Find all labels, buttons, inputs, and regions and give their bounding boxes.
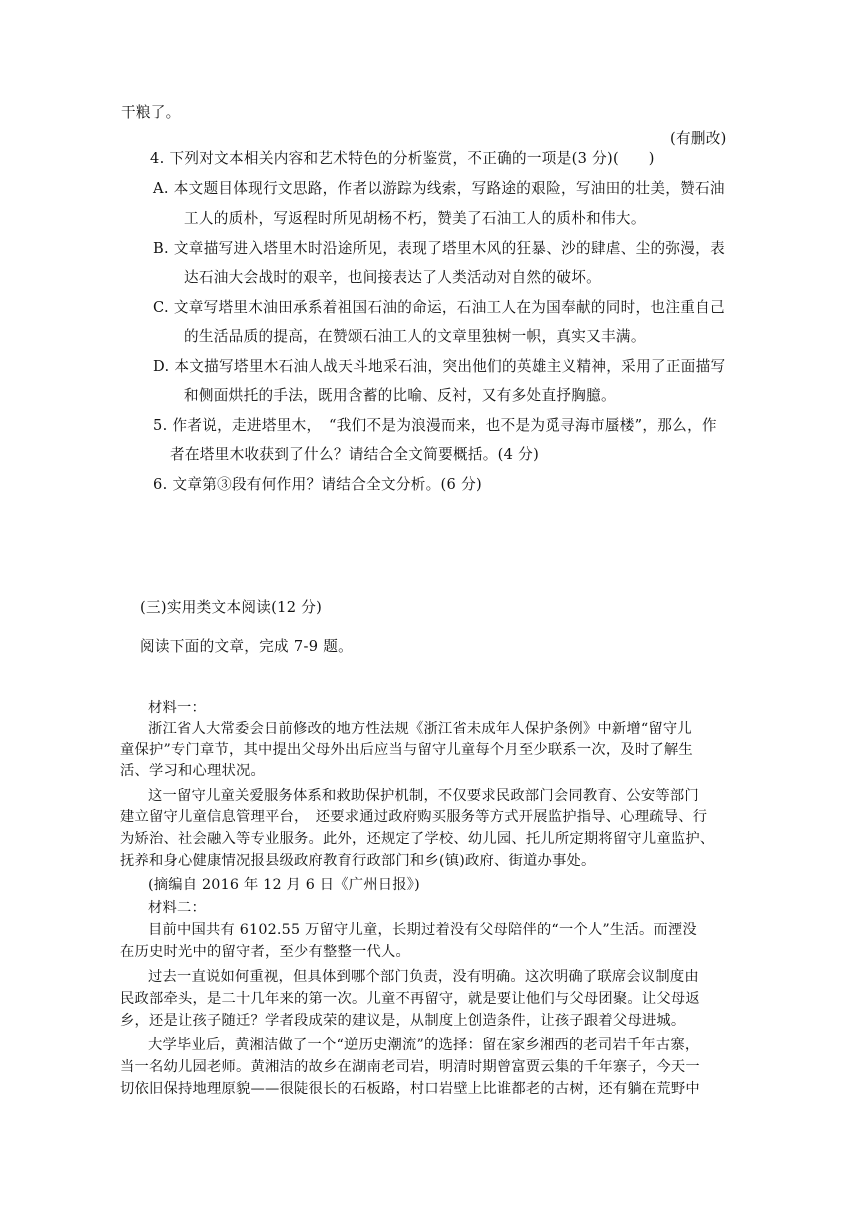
option-d-line-2: 和侧面烘托的手法，既用含蓄的比喻、反衬，又有多处直抒胸臆。 xyxy=(184,387,616,404)
material-2-p2-line-2: 民政部牵头，是二十几年来的第一次。儿童不再留守，就是要让他们与父母团聚。让父母返 xyxy=(120,991,700,1007)
material-2-p3-line-2: 当一名幼儿园老师。黄湘洁的故乡在湖南老司岩，明清时期曾富贾云集的千年寨子，今天一 xyxy=(120,1059,700,1075)
question-5-line-1: 5. 作者说，走进塔里木， “我们不是为浪漫而来，也不是为觅寻海市蜃楼”，那么，作 xyxy=(153,417,717,434)
material-2-p2-line-3: 乡，还是让孩子随迁？学者段成荣的建议是，从制度上创造条件，让孩子跟着父母进城。 xyxy=(120,1013,686,1029)
material-2-p2-line-1: 过去一直说如何重视，但具体到哪个部门负责，没有明确。这次明确了联席会议制度由 xyxy=(148,969,699,985)
material-1-title: 材料一： xyxy=(148,700,206,716)
source-note: (有删改) xyxy=(670,130,727,147)
option-a-line-2: 工人的质朴，写返程时所见胡杨不朽，赞美了石油工人的质朴和伟大。 xyxy=(184,210,646,227)
option-c-line-2: 的生活品质的提高，在赞颂石油工人的文章里独树一帜，真实又丰满。 xyxy=(184,328,646,345)
option-b-line-2: 达石油大会战时的艰辛，也间接表达了人类活动对自然的破坏。 xyxy=(184,269,602,286)
material-1-p1-line-2: 童保护”专门章节，其中提出父母外出后应当与留守儿童每个月至少联系一次，及时了解生 xyxy=(120,742,693,758)
section-instruction: 阅读下面的文章，完成 7-9 题。 xyxy=(140,638,354,655)
material-1-p2-line-4: 抚养和身心健康情况报县级政府教育行政部门和乡(镇)政府、街道办事处。 xyxy=(120,853,596,869)
question-4-stem: 4. 下列对文本相关内容和艺术特色的分析鉴赏，不正确的一项是(3 分)( ) xyxy=(150,150,655,167)
carry-over-text: 干粮了。 xyxy=(121,104,181,121)
material-2-p1-line-1: 目前中国共有 6102.55 万留守儿童，长期过着没有父母陪伴的“一个人”生活。而湮没 xyxy=(148,922,697,938)
question-6: 6. 文章第③段有何作用？请结合全文分析。(6 分) xyxy=(153,476,482,493)
material-1-p2-line-1: 这一留守儿童关爱服务体系和救助保护机制，不仅要求民政部门会同教育、公安等部门 xyxy=(148,788,699,804)
material-1-p1-line-3: 活、学习和心理状况。 xyxy=(120,763,265,779)
option-c-line-1: C. 文章写塔里木油田承系着祖国石油的命运，石油工人在为国奉献的同时，也注重自己 xyxy=(153,299,725,316)
option-d-line-1: D. 本文描写塔里木石油人战天斗地采石油，突出他们的英雄主义精神，采用了正面描写 xyxy=(153,358,726,375)
section-heading: (三)实用类文本阅读(12 分) xyxy=(140,599,323,616)
material-1-p2-line-2: 建立留守儿童信息管理平台， 还要求通过政府购买服务等方式开展监护指导、心理疏导、行 xyxy=(120,809,708,825)
material-2-p1-line-2: 在历史时光中的留守者，至少有整整一代人。 xyxy=(120,944,410,960)
material-1-source: (摘编自 2016 年 12 月 6 日《广州日报》) xyxy=(148,877,420,893)
material-1-p1-line-1: 浙江省人大常委会日前修改的地方性法规《浙江省未成年人保护条例》中新增“留守儿 xyxy=(148,721,692,737)
option-b-line-1: B. 文章描写进入塔里木时沿途所见，表现了塔里木风的狂暴、沙的肆虐、尘的弥漫，表 xyxy=(153,240,725,257)
material-2-p3-line-1: 大学毕业后，黄湘洁做了一个“逆历史潮流”的选择：留在家乡湘西的老司岩千年古寨， xyxy=(148,1037,700,1053)
material-1-p2-line-3: 为矫治、社会融入等专业服务。此外，还规定了学校、幼儿园、托儿所定期将留守儿童监护、 xyxy=(120,831,715,847)
material-2-p3-line-3: 切依旧保持地理原貌——很陡很长的石板路，村口岩壁上比谁都老的古树，还有躺在荒野中 xyxy=(120,1081,700,1097)
material-2-title: 材料二： xyxy=(148,900,206,916)
question-5-line-2: 者在塔里木收获到了什么？请结合全文简要概括。(4 分) xyxy=(170,446,540,463)
option-a-line-1: A. 本文题目体现行文思路，作者以游踪为线索，写路途的艰险，写油田的壮美，赞石油 xyxy=(153,180,725,197)
